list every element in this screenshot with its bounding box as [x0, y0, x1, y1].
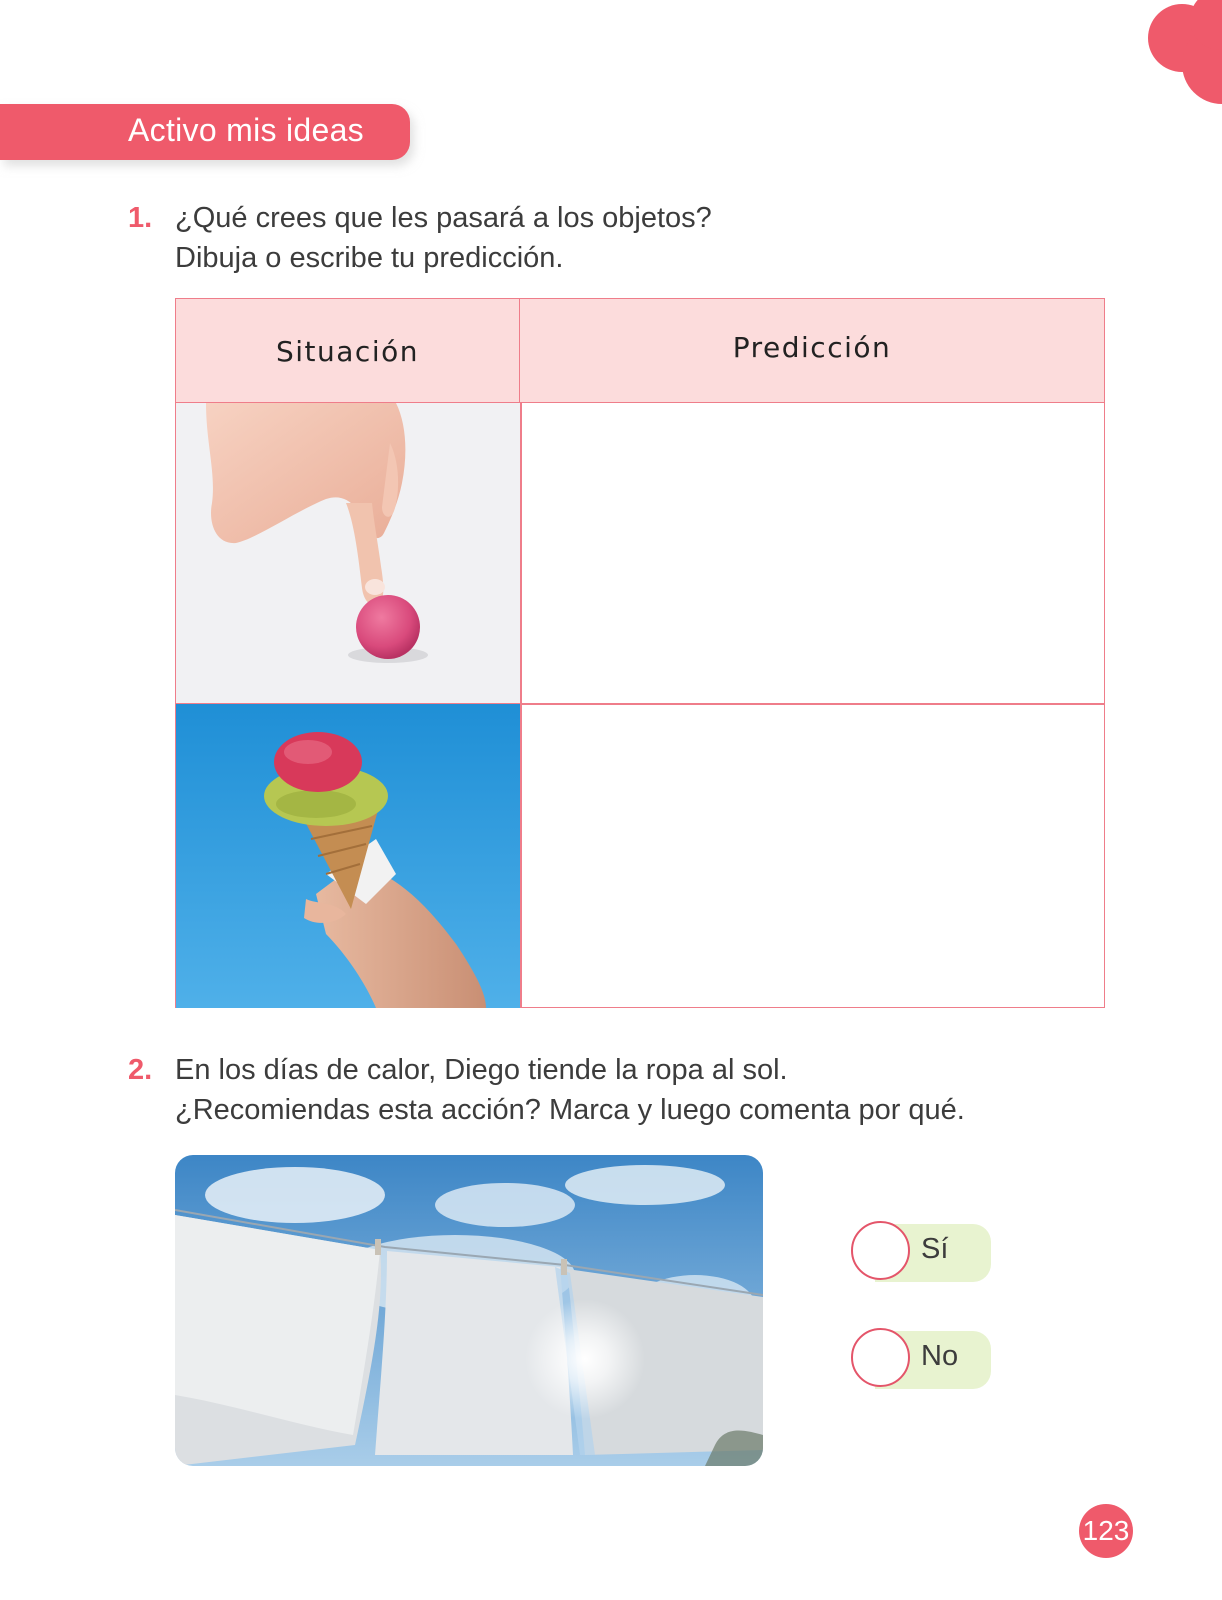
question-2 [128, 1050, 965, 1130]
finger-pressing-clay-ball-photo [176, 403, 520, 703]
prediction-table [175, 298, 1105, 1008]
question-1-line-2: Dibuja o escribe tu predicción. [175, 242, 564, 274]
corner-decoration [1102, 0, 1222, 120]
question-1 [128, 198, 712, 278]
prediction-cell-2[interactable] [522, 705, 1104, 1009]
prediction-cell-1[interactable] [522, 403, 1104, 703]
ice-cream-cone-sky-photo [176, 704, 520, 1008]
question-1-line-1: ¿Qué crees que les pasará a los objetos? [175, 202, 712, 234]
option-yes-label: Sí [921, 1233, 949, 1265]
option-yes-checkbox[interactable] [851, 1221, 910, 1280]
question-2-line-2: ¿Recomiendas esta acción? Marca y luego comenta por qué. [175, 1094, 965, 1126]
header-prediction-label: Predicción [732, 331, 892, 364]
question-2-line-1: En los días de calor, Diego tiende la ropa al sol. [175, 1054, 788, 1086]
header-situation [176, 299, 520, 403]
option-no-label: No [921, 1340, 959, 1372]
clothesline-sun-photo [175, 1155, 763, 1466]
option-yes[interactable] [851, 1221, 991, 1279]
header-prediction [520, 299, 1104, 403]
option-no-checkbox[interactable] [851, 1328, 910, 1387]
header-situation-label: Situación [276, 335, 419, 368]
question-2-number: 2. [128, 1054, 153, 1086]
question-1-number: 1. [128, 202, 153, 234]
page-number: 123 [1079, 1504, 1133, 1558]
option-no[interactable] [851, 1328, 991, 1386]
section-title: Activo mis ideas [128, 112, 364, 148]
section-banner [0, 104, 410, 160]
